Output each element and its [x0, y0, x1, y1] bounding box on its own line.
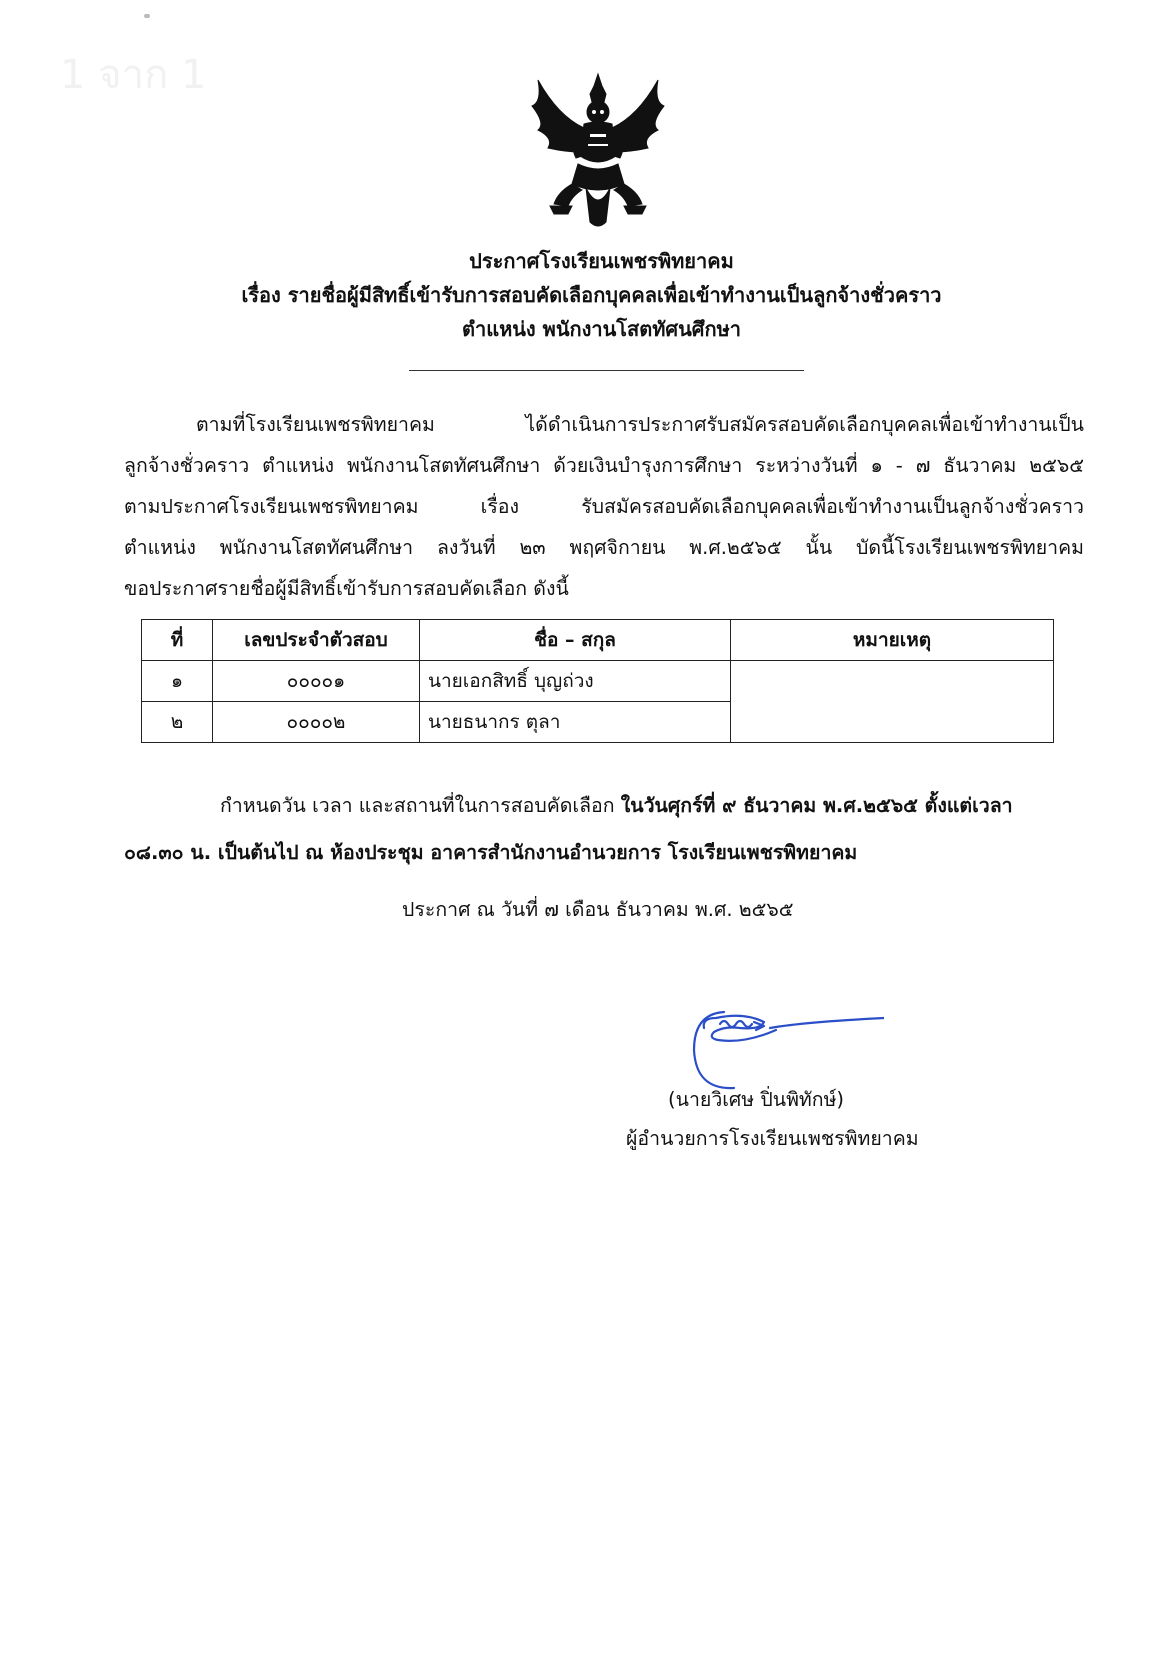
cell-no: ๒ — [142, 702, 213, 743]
cell-name: นายเอกสิทธิ์ บุญถ่วง — [420, 661, 731, 702]
exam-line-bold: ๐๘.๓๐ น. เป็นต้นไป ณ ห้องประชุม อาคารสำนักงานอำนวยการ โรงเรียนเพชรพิทยาคม — [124, 841, 858, 864]
table-row — [142, 661, 1054, 702]
cell-remark — [731, 661, 1054, 743]
signer-title: ผู้อำนวยการโรงเรียนเพชรพิทยาคม — [626, 1127, 919, 1150]
garuda-emblem-icon — [528, 72, 668, 232]
scan-artifact — [144, 14, 150, 18]
col-header-exam-id: เลขประจำตัวสอบ — [213, 620, 420, 661]
cell-no: ๑ — [142, 661, 213, 702]
candidate-table — [141, 619, 1054, 743]
col-header-name: ชื่อ – สกุล — [420, 620, 731, 661]
cell-exam-id: ๐๐๐๐๑ — [213, 661, 420, 702]
body-line: ตำแหน่ง พนักงานโสตทัศนศึกษา ลงวันที่ ๒๓ พฤศจิกายน พ.ศ.๒๕๖๕ นั้น บัดนี้โรงเรียนเพชรพิทยาคม — [124, 536, 1084, 559]
announcement-position: ตำแหน่ง พนักงานโสตทัศนศึกษา — [461, 317, 742, 341]
body-line: ตามที่โรงเรียนเพชรพิทยาคม ได้ดำเนินการประกาศรับสมัครสอบคัดเลือกบุคคลเพื่อเข้าทำงานเป็น — [196, 413, 1084, 436]
signer-name: (นายวิเศษ ปิ่นพิทักษ์) — [668, 1088, 845, 1111]
exam-line — [124, 782, 1084, 829]
body-line: ตามประกาศโรงเรียนเพชรพิทยาคม เรื่อง รับสมัครสอบคัดเลือกบุคคลเพื่อเข้าทำงานเป็นลูกจ้างชั่วคราว — [124, 495, 1084, 518]
body-line: ลูกจ้างชั่วคราว ตำแหน่ง พนักงานโสตทัศนศึกษา ด้วยเงินบำรุงการศึกษา ระหว่างวันที่ ๑ - ๗ ธันวาคม ๒๕๖๕ — [124, 454, 1084, 477]
body-line: ขอประกาศรายชื่อผู้มีสิทธิ์เข้ารับการสอบคัดเลือก ดังนี้ — [124, 577, 569, 600]
cell-exam-id: ๐๐๐๐๒ — [213, 702, 420, 743]
announcement-title: ประกาศโรงเรียนเพชรพิทยาคม — [469, 249, 734, 273]
announcement-body — [124, 404, 1084, 609]
header-divider — [409, 370, 804, 371]
table-header-row — [142, 620, 1054, 661]
announcement-header — [0, 244, 1173, 346]
page-counter: 1 จาก 1 — [60, 52, 207, 98]
exam-line-normal: กำหนดวัน เวลา และสถานที่ในการสอบคัดเลือก — [220, 794, 621, 817]
col-header-remark: หมายเหตุ — [731, 620, 1054, 661]
cell-name: นายธนากร ตุลา — [420, 702, 731, 743]
exam-schedule — [124, 782, 1084, 876]
col-header-no: ที่ — [142, 620, 213, 661]
exam-line-bold: ในวันศุกร์ที่ ๙ ธันวาคม พ.ศ.๒๕๖๕ ตั้งแต่เวลา — [620, 794, 1013, 817]
announcement-subject: เรื่อง รายชื่อผู้มีสิทธิ์เข้ารับการสอบคัดเลือกบุคคลเพื่อเข้าทำงานเป็นลูกจ้างชั่วคราว — [241, 283, 942, 307]
announcement-date: ประกาศ ณ วันที่ ๗ เดือน ธันวาคม พ.ศ. ๒๕๖๕ — [402, 898, 794, 921]
